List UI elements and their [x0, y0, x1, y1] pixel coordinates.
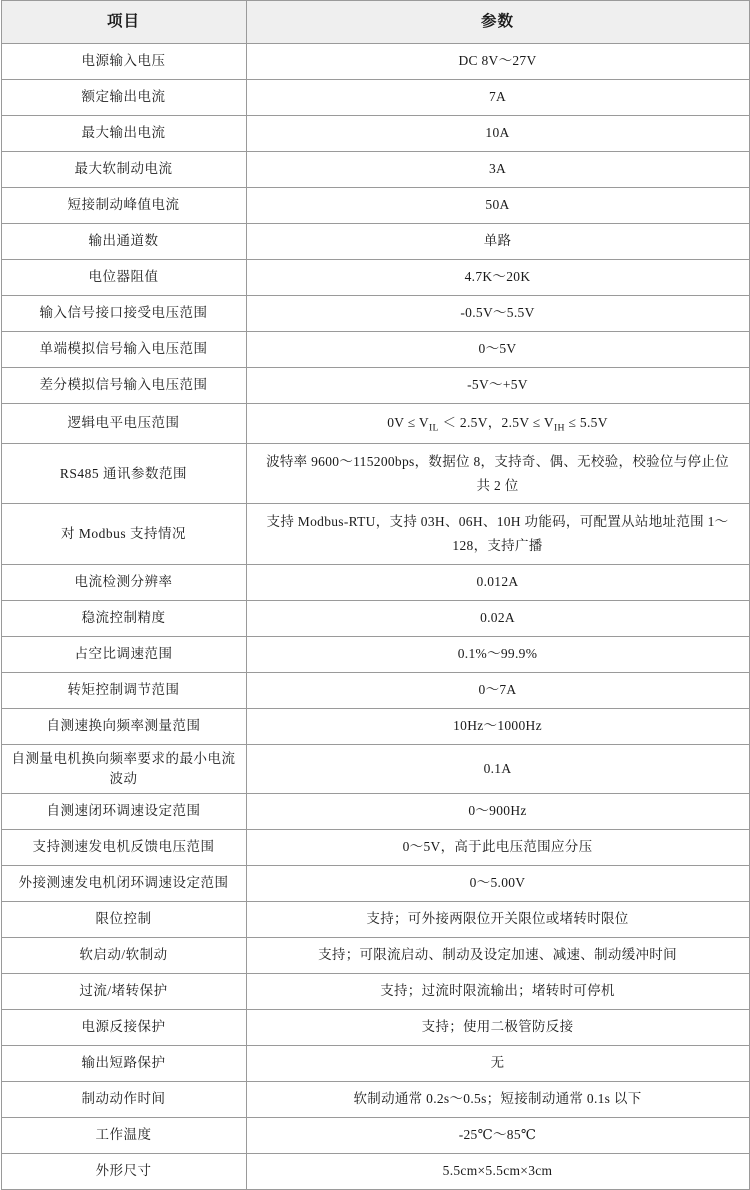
spec-item-label: 自测速闭环调速设定范围: [1, 794, 246, 830]
spec-param-value: 波特率 9600～115200bps，数据位 8，支持奇、偶、无校验，校验位与停止位共 2 位: [246, 444, 749, 504]
table-header-row: [1, 1, 749, 44]
spec-item-label: 占空比调速范围: [1, 636, 246, 672]
spec-param-value: -0.5V～5.5V: [246, 296, 749, 332]
table-row: [1, 260, 749, 296]
table-body: [1, 44, 749, 1190]
spec-param-value: 0.02A: [246, 600, 749, 636]
spec-item-label: 额定输出电流: [1, 80, 246, 116]
table-row: [1, 44, 749, 80]
table-row: [1, 1046, 749, 1082]
spec-param-value: 0～900Hz: [246, 794, 749, 830]
table-row: [1, 504, 749, 564]
table-row: [1, 368, 749, 404]
table-row: [1, 296, 749, 332]
spec-param-value: 支持；过流时限流输出；堵转时可停机: [246, 974, 749, 1010]
spec-param-value: 10Hz～1000Hz: [246, 708, 749, 744]
spec-item-label: 软启动/软制动: [1, 938, 246, 974]
spec-item-label: 电源输入电压: [1, 44, 246, 80]
table-row: [1, 830, 749, 866]
table-row: [1, 744, 749, 794]
table-row: [1, 444, 749, 504]
spec-item-label: 输出短路保护: [1, 1046, 246, 1082]
spec-param-value: DC 8V～27V: [246, 44, 749, 80]
spec-param-value: 3A: [246, 152, 749, 188]
spec-param-value: 10A: [246, 116, 749, 152]
table-row: [1, 1118, 749, 1154]
spec-item-label: 转矩控制调节范围: [1, 672, 246, 708]
spec-param-value: -25℃～85℃: [246, 1118, 749, 1154]
spec-item-label: 电位器阻值: [1, 260, 246, 296]
spec-param-value: 支持；可限流启动、制动及设定加速、减速、制动缓冲时间: [246, 938, 749, 974]
table-row: [1, 672, 749, 708]
table-row: [1, 1082, 749, 1118]
spec-item-label: 电源反接保护: [1, 1010, 246, 1046]
spec-item-label: 支持测速发电机反馈电压范围: [1, 830, 246, 866]
spec-param-value: 0.1%～99.9%: [246, 636, 749, 672]
spec-param-value: $0V \le V_{IL} < 2.5V$，$2.5V \le V_{IH} \le 5.5V$: [246, 404, 749, 444]
table-row: [1, 188, 749, 224]
spec-item-label: 工作温度: [1, 1118, 246, 1154]
column-header-param: 参数: [246, 1, 749, 44]
spec-param-value: 单路: [246, 224, 749, 260]
spec-param-value: 5.5cm×5.5cm×3cm: [246, 1154, 749, 1190]
table-header: [1, 1, 749, 44]
spec-param-value: 支持；可外接两限位开关限位或堵转时限位: [246, 902, 749, 938]
spec-item-label: 输出通道数: [1, 224, 246, 260]
table-row: [1, 794, 749, 830]
table-row: [1, 902, 749, 938]
spec-item-label: 短接制动峰值电流: [1, 188, 246, 224]
table-row: [1, 600, 749, 636]
spec-param-value: -5V～+5V: [246, 368, 749, 404]
spec-param-value: 0～5V: [246, 332, 749, 368]
table-row: [1, 938, 749, 974]
spec-param-value: 软制动通常 0.2s～0.5s；短接制动通常 0.1s 以下: [246, 1082, 749, 1118]
table-row: [1, 332, 749, 368]
table-row: [1, 224, 749, 260]
spec-item-label: 电流检测分辨率: [1, 564, 246, 600]
table-row: [1, 80, 749, 116]
spec-item-label: 对 Modbus 支持情况: [1, 504, 246, 564]
spec-param-value: 支持；使用二极管防反接: [246, 1010, 749, 1046]
spec-item-label: 自测速换向频率测量范围: [1, 708, 246, 744]
table-row: [1, 1154, 749, 1190]
spec-item-label: 稳流控制精度: [1, 600, 246, 636]
table-row: [1, 974, 749, 1010]
spec-item-label: RS485 通讯参数范围: [1, 444, 246, 504]
table-row: [1, 564, 749, 600]
spec-item-label: 逻辑电平电压范围: [1, 404, 246, 444]
spec-param-value: 0.1A: [246, 744, 749, 794]
spec-item-label: 外形尺寸: [1, 1154, 246, 1190]
spec-item-label: 输入信号接口接受电压范围: [1, 296, 246, 332]
specification-table: [1, 0, 750, 1190]
table-row: [1, 866, 749, 902]
spec-item-label: 最大软制动电流: [1, 152, 246, 188]
spec-param-value: 0.012A: [246, 564, 749, 600]
table-row: [1, 116, 749, 152]
spec-param-value: 7A: [246, 80, 749, 116]
table-row: [1, 708, 749, 744]
spec-item-label: 过流/堵转保护: [1, 974, 246, 1010]
spec-param-value: 0～7A: [246, 672, 749, 708]
spec-param-value: 支持 Modbus-RTU，支持 03H、06H、10H 功能码，可配置从站地址范围 1～128，支持广播: [246, 504, 749, 564]
table-row: [1, 404, 749, 444]
column-header-item: 项目: [1, 1, 246, 44]
spec-param-value: 无: [246, 1046, 749, 1082]
spec-item-label: 制动动作时间: [1, 1082, 246, 1118]
spec-item-label: 限位控制: [1, 902, 246, 938]
spec-item-label: 差分模拟信号输入电压范围: [1, 368, 246, 404]
spec-param-value: 4.7K～20K: [246, 260, 749, 296]
table-row: [1, 636, 749, 672]
table-row: [1, 152, 749, 188]
spec-param-value: 50A: [246, 188, 749, 224]
spec-item-label: 自测量电机换向频率要求的最小电流波动: [1, 744, 246, 794]
spec-item-label: 最大输出电流: [1, 116, 246, 152]
spec-param-value: 0～5.00V: [246, 866, 749, 902]
spec-item-label: 单端模拟信号输入电压范围: [1, 332, 246, 368]
table-row: [1, 1010, 749, 1046]
spec-param-value: 0～5V，高于此电压范围应分压: [246, 830, 749, 866]
spec-item-label: 外接测速发电机闭环调速设定范围: [1, 866, 246, 902]
